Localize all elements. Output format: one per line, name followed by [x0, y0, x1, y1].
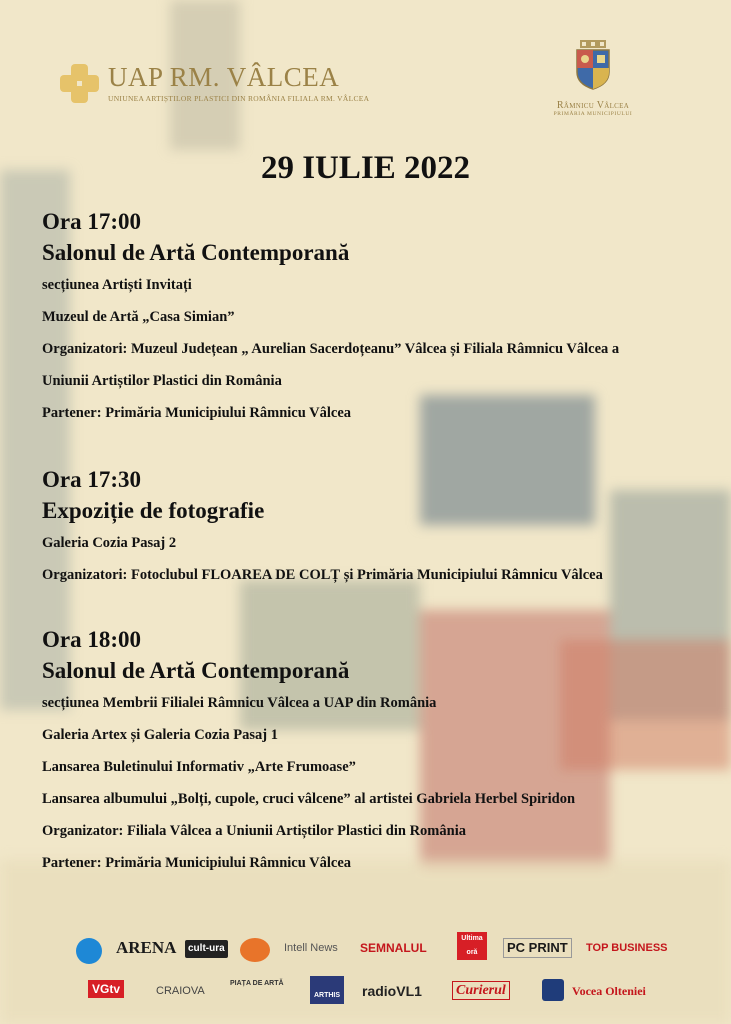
sponsor-radio-arthis: ARTHIS [310, 976, 344, 1004]
uap-flower-icon [60, 64, 98, 102]
sponsor-cultura: cult-ura [185, 940, 228, 958]
sponsor-radiovl1: radioVL1 [362, 983, 422, 999]
round-logo-icon [76, 938, 102, 964]
event-organizers: Organizatori: Fotoclubul FLOAREA DE COLȚ și Primăria Municipiului Râmnicu Vâlcea [42, 567, 603, 583]
sponsor-craiova: CRAIOVA [156, 985, 205, 997]
event-organizer: Organizator: Filiala Vâlcea a Uniunii Artiștilor Plastici din România [42, 823, 466, 839]
event-time: Ora 18:00 [42, 627, 142, 652]
event-1 [42, 207, 702, 429]
city-coat-of-arms-icon [574, 40, 612, 90]
sponsor-ultima-ora: Ultima oră [457, 932, 487, 960]
square-logo-icon [542, 979, 564, 1001]
sponsor-arena: ARENA [116, 938, 177, 957]
sponsor-pcprint: PC PRINT [503, 938, 572, 958]
city-name: Râmnicu Vâlcea [556, 100, 630, 111]
event-time: Ora 17:30 [42, 467, 142, 492]
uap-name: UAP RM. VÂLCEA [108, 62, 340, 92]
event-title: Salonul de Artă Contemporană [42, 240, 350, 265]
event-venue: Muzeul de Artă „Casa Simian” [42, 309, 235, 325]
event-section: secțiunea Artiști Invitați [42, 277, 192, 293]
event-launch-bulletin: Lansarea Buletinului Informativ „Arte Frumoase” [42, 759, 356, 775]
event-venue: Galeria Artex și Galeria Cozia Pasaj 1 [42, 727, 278, 743]
sponsor-vocea-olteniei: Vocea Olteniei [572, 984, 646, 998]
event-2 [42, 465, 702, 591]
event-title: Expoziție de fotografie [42, 498, 265, 523]
sponsor-piata-de-arta: PIAȚA DE ARTĂ [230, 980, 284, 987]
orange-logo-icon [240, 938, 270, 962]
city-subtitle: PRIMĂRIA MUNICIPIULUI [553, 111, 633, 117]
sponsor-intellnews: Intell News [284, 942, 338, 954]
sponsor-vgtv: VGtv [88, 980, 124, 998]
sponsor-curierul: Curierul [452, 981, 510, 1000]
event-partner: Partener: Primăria Municipiului Râmnicu Vâlcea [42, 855, 352, 871]
event-partner: Partener: Primăria Municipiului Râmnicu Vâlcea [42, 405, 352, 421]
event-3 [42, 625, 702, 879]
uap-subtitle: UNIUNEA ARTIȘTILOR PLASTICI DIN ROMÂNIA FILIALA RM. VÂLCEA [108, 94, 370, 103]
event-title: Salonul de Artă Contemporană [42, 658, 350, 683]
uap-logo [60, 62, 370, 106]
event-venue: Galeria Cozia Pasaj 2 [42, 535, 177, 551]
event-organizers-continued: Uniunii Artiștilor Plastici din România [42, 373, 282, 389]
sponsor-semnalul: SEMNALUL [360, 941, 427, 955]
event-date: 29 IULIE 2022 [260, 150, 471, 186]
event-organizers: Organizatori: Muzeul Județean „ Aurelian Sacerdoțeanu” Vâlcea și Filiala Râmnicu Vâlcea a [42, 341, 620, 357]
sponsor-topbusiness: TOP BUSINESS [586, 942, 668, 954]
event-launch-album: Lansarea albumului „Bolți, cupole, cruci vâlcene” al artistei Gabriela Herbel Spiridon [42, 791, 576, 807]
event-time: Ora 17:00 [42, 209, 142, 234]
event-section: secțiunea Membrii Filialei Râmnicu Vâlcea a UAP din România [42, 695, 437, 711]
city-logo [548, 40, 638, 130]
media-partners [70, 930, 670, 1010]
